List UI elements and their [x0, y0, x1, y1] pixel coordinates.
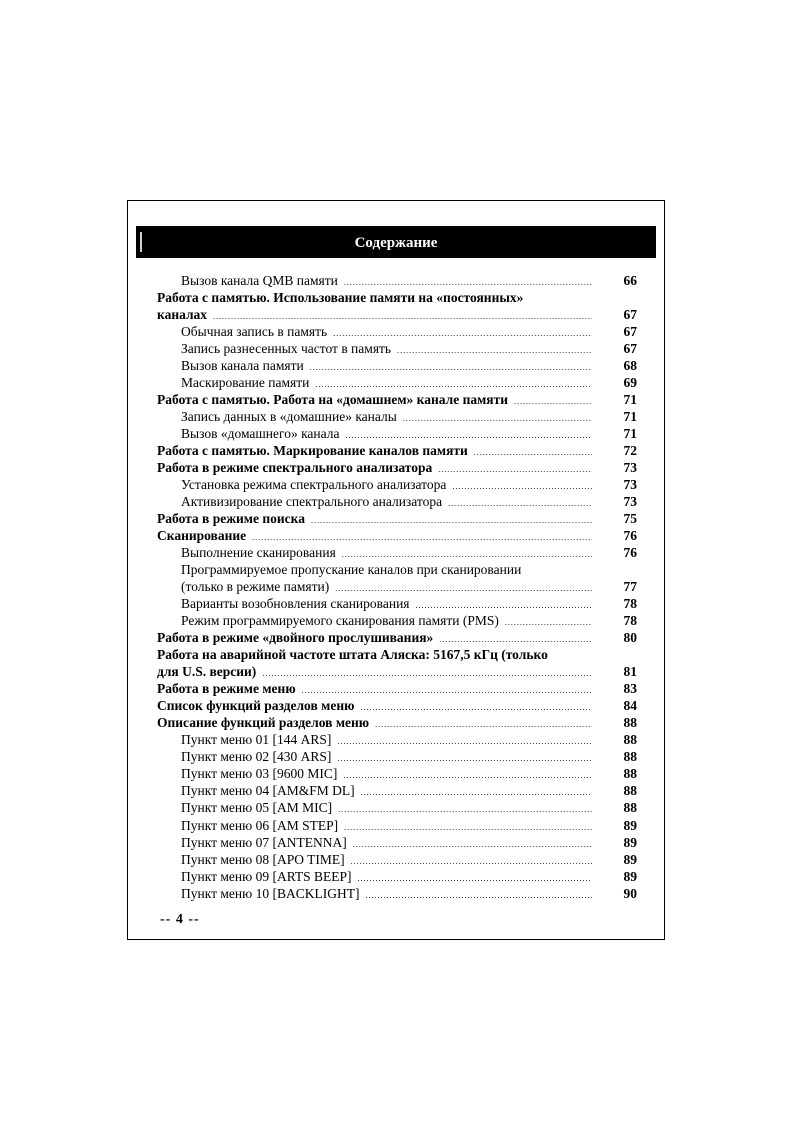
toc-entry-page: 68: [623, 358, 637, 374]
toc-entry-title: Вызов «домашнего» канала: [181, 426, 340, 442]
toc-entry-page: 75: [623, 511, 637, 527]
toc-entry[interactable]: [157, 476, 637, 493]
toc-leader-dots: [344, 819, 592, 836]
toc-entry[interactable]: [157, 714, 637, 731]
page-number: -- 4 --: [160, 912, 200, 927]
toc-leader-dots: [403, 410, 592, 427]
toc-entry-page: 88: [623, 732, 637, 748]
toc-entry[interactable]: [157, 425, 637, 442]
toc-entry-title: Маскирование памяти: [181, 375, 310, 391]
toc-entry-title: Активизирование спектрального анализатора: [181, 494, 443, 510]
toc-leader-dots: [365, 887, 592, 904]
toc-entry-page: 88: [623, 749, 637, 765]
toc-leader-dots: [311, 512, 592, 529]
toc-entry-title: Программируемое пропускание каналов при сканировании: [181, 562, 522, 578]
toc-entry-title: Работа с памятью. Маркирование каналов памяти: [157, 443, 468, 459]
toc-entry-title: Пункт меню 03 [9600 MIC]: [181, 766, 338, 782]
toc-entry-title: Пункт меню 01 [144 ARS]: [181, 732, 332, 748]
toc-entry-page: 73: [623, 460, 637, 476]
toc-entry-page: 89: [623, 834, 637, 850]
toc-entry[interactable]: [157, 561, 637, 578]
toc-entry-page: 77: [623, 579, 637, 595]
toc-entry-title: Выполнение сканирования: [181, 545, 336, 561]
toc-entry-title: Установка режима спектрального анализатора: [181, 477, 447, 493]
toc-entry[interactable]: [157, 544, 637, 561]
toc-entry-page: 88: [623, 766, 637, 782]
toc-entry[interactable]: [157, 612, 637, 629]
toc-entry[interactable]: [157, 868, 637, 885]
toc-entry[interactable]: [157, 885, 637, 902]
toc-leader-dots: [361, 784, 592, 801]
toc-entry-page: 83: [623, 681, 637, 697]
toc-entry-title: Запись разнесенных частот в память: [181, 341, 392, 357]
toc-entry-page: 88: [623, 715, 637, 731]
toc-entry-title: Работа в режиме спектрального анализатора: [157, 460, 433, 476]
toc-entry-page: 73: [623, 477, 637, 493]
toc-entry[interactable]: [157, 442, 637, 459]
toc-entry-page: 72: [623, 443, 637, 459]
toc-entry-page: 84: [623, 698, 637, 714]
toc-leader-dots: [351, 853, 592, 870]
toc-entry-title: каналах: [157, 307, 208, 323]
toc-entry[interactable]: [157, 629, 637, 646]
toc-entry-page: 67: [623, 341, 637, 357]
toc-entry-page: 90: [623, 885, 637, 901]
toc-entry-title: Пункт меню 08 [APO TIME]: [181, 851, 345, 867]
toc-leader-dots: [262, 665, 592, 682]
toc-entry-title: для U.S. версии): [157, 664, 257, 680]
toc-leader-dots: [358, 870, 592, 887]
toc-entry-page: 66: [623, 273, 637, 288]
toc-entry-title: Работа с памятью. Работа на «домашнем» канале памяти: [157, 392, 509, 408]
toc-entry-title: Пункт меню 02 [430 ARS]: [181, 749, 332, 765]
toc-entry-page: 88: [623, 783, 637, 799]
toc-entry-page: 88: [623, 800, 637, 816]
toc-entry-title: Запись данных в «домашние» каналы: [181, 409, 397, 425]
toc-entry-title: (только в режиме памяти): [181, 579, 330, 595]
toc-entry-page: 73: [623, 494, 637, 510]
toc-entry[interactable]: [157, 817, 637, 834]
toc-entry-title: Пункт меню 10 [BACKLIGHT]: [181, 885, 360, 901]
toc-entry-title: Пункт меню 09 [ARTS BEEP]: [181, 868, 352, 884]
toc-entry[interactable]: [157, 731, 637, 748]
toc-leader-dots: [397, 342, 592, 359]
toc-entry-title: Пункт меню 07 [ANTENNA]: [181, 834, 347, 850]
toc-leader-dots: [514, 393, 592, 410]
toc-entry-title: Пункт меню 04 [AM&FM DL]: [181, 783, 355, 799]
title-bar-accent: [140, 232, 142, 252]
toc-leader-dots: [452, 478, 592, 495]
toc-entry[interactable]: [157, 697, 637, 714]
toc-entry-title: Работа в режиме поиска: [157, 511, 305, 527]
toc-entry-title: Вызов канала QMB памяти: [181, 273, 338, 288]
toc-entry[interactable]: [157, 799, 637, 816]
toc-entry-page: 81: [623, 664, 637, 680]
toc-entry-page: 80: [623, 630, 637, 646]
toc-entry[interactable]: [157, 510, 637, 527]
toc-leader-dots: [448, 495, 592, 512]
toc-leader-dots: [310, 359, 592, 376]
toc-entry-page: 78: [623, 613, 637, 629]
toc-title-bar: [136, 226, 656, 258]
toc-entry-title: Пункт меню 05 [AM MIC]: [181, 800, 333, 816]
toc-entry-title: Сканирование: [157, 528, 247, 544]
toc-leader-dots: [375, 716, 592, 733]
toc-entry[interactable]: [157, 323, 637, 340]
toc-entry[interactable]: [157, 357, 637, 374]
toc-entry-page: 78: [623, 596, 637, 612]
toc-leader-dots: [343, 767, 592, 784]
toc-entry[interactable]: [157, 391, 637, 408]
toc-entry[interactable]: [157, 306, 637, 323]
toc-entry[interactable]: [157, 289, 637, 306]
toc-entry[interactable]: [157, 408, 637, 425]
toc-entry-title: Варианты возобновления сканирования: [181, 596, 410, 612]
toc-entry[interactable]: [157, 748, 637, 765]
toc-entry-page: 69: [623, 375, 637, 391]
toc-entry-title: Список функций разделов меню: [157, 698, 355, 714]
toc-leader-dots: [505, 614, 592, 631]
toc-entry[interactable]: [157, 851, 637, 868]
toc-leader-dots: [353, 836, 592, 853]
toc-entry[interactable]: [157, 493, 637, 510]
toc-entry-title: Пункт меню 06 [AM STEP]: [181, 817, 339, 833]
toc-entry-title: Работа с памятью. Использование памяти на «постоянных»: [157, 290, 524, 306]
toc-entry-page: 67: [623, 324, 637, 340]
toc-entry-title: Работа на аварийной частоте штата Аляска: 5167,5 кГц (только: [157, 647, 548, 663]
toc-entry-page: 76: [623, 528, 637, 544]
toc-leader-dots: [438, 461, 592, 478]
toc-entry[interactable]: [157, 595, 637, 612]
toc-entry[interactable]: [157, 663, 637, 680]
toc-entry-title: Режим программируемого сканирования памяти (PMS): [181, 613, 499, 629]
toc-entry-page: 76: [623, 545, 637, 561]
toc-entry-page: 89: [623, 868, 637, 884]
toc-entry-title: Работа в режиме меню: [157, 681, 296, 697]
toc-entry-page: 89: [623, 817, 637, 833]
toc-entry-title: Вызов канала памяти: [181, 358, 304, 374]
toc-entry-page: 67: [623, 307, 637, 323]
toc-leader-dots: [337, 750, 592, 767]
toc-entry-title: Обычная запись в память: [181, 324, 328, 340]
toc-entry[interactable]: [157, 834, 637, 851]
toc-entry[interactable]: [157, 578, 637, 595]
toc-entry[interactable]: [157, 340, 637, 357]
page-title: Содержание: [354, 234, 438, 251]
toc-entry-title: Работа в режиме «двойного прослушивания»: [157, 630, 434, 646]
toc-leader-dots: [474, 444, 592, 461]
toc-leader-dots: [338, 801, 592, 818]
toc-entry[interactable]: [157, 272, 637, 289]
toc-entry[interactable]: [157, 459, 637, 476]
toc-entry-page: 71: [623, 426, 637, 442]
toc-leader-dots: [360, 699, 592, 716]
toc-entry-page: 71: [623, 409, 637, 425]
toc-entry-page: 71: [623, 392, 637, 408]
toc-entry[interactable]: [157, 680, 637, 697]
toc-entry-page: 89: [623, 851, 637, 867]
toc-leader-dots: [337, 733, 592, 750]
toc-entry[interactable]: [157, 782, 637, 799]
toc-entry[interactable]: [157, 646, 637, 663]
table-of-contents: [157, 272, 637, 902]
toc-entry[interactable]: [157, 527, 637, 544]
toc-entry[interactable]: [157, 374, 637, 391]
toc-entry[interactable]: [157, 765, 637, 782]
toc-entry-title: Описание функций разделов меню: [157, 715, 370, 731]
